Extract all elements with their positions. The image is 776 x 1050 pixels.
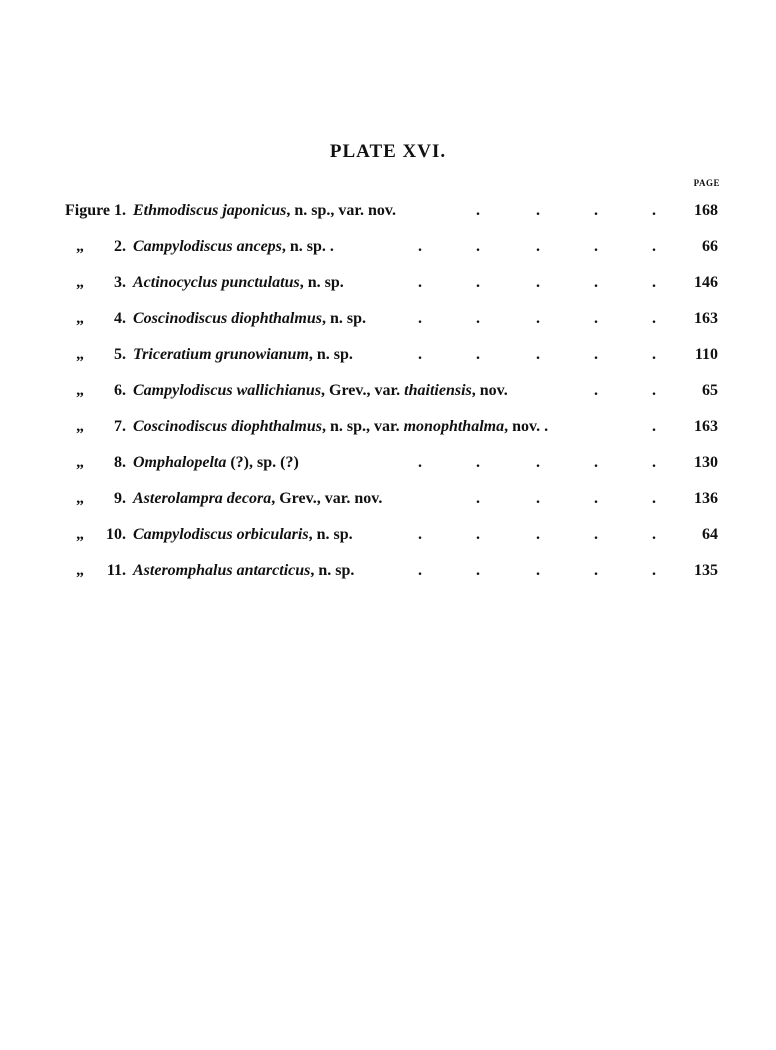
description-text: , nov. . (504, 418, 549, 435)
figure-label (58, 235, 126, 259)
ditto-mark: „ (76, 418, 84, 435)
leader-dot: . (594, 238, 598, 255)
leader-dot: . (476, 238, 480, 255)
description-text: , Grev., var. nov. (271, 490, 383, 507)
ditto-mark: „ (76, 562, 84, 579)
leader-dot: . (536, 238, 540, 255)
figure-label (58, 451, 126, 475)
figure-entry (0, 523, 776, 559)
figure-description (133, 523, 353, 547)
figure-description (133, 343, 353, 367)
taxon-name: Actinocyclus punctulatus (133, 274, 300, 291)
description-text: , n. sp. (310, 562, 355, 579)
ditto-mark: „ (76, 382, 84, 399)
figure-entry (0, 379, 776, 415)
description-text: , n. sp. (308, 526, 353, 543)
page-number: 163 (694, 310, 718, 327)
page-number: 66 (702, 238, 718, 255)
figure-number: 7. (114, 418, 126, 435)
leader-dot: . (594, 310, 598, 327)
ditto-mark: „ (76, 526, 84, 543)
description-text: , n. sp. (308, 346, 353, 363)
description-text: , n. sp., var. nov. (286, 202, 397, 219)
figure-label (58, 343, 126, 367)
figure-prefix: Figure (64, 202, 114, 219)
leader-dot: . (536, 562, 540, 579)
leader-dot: . (652, 382, 656, 399)
figure-description (133, 415, 548, 439)
taxon-name: thaitiensis (404, 382, 472, 399)
figure-label (58, 415, 126, 439)
figure-number: 6. (114, 382, 126, 399)
page-number: 64 (702, 526, 718, 543)
figure-number: 4. (114, 310, 126, 327)
leader-dot: . (652, 562, 656, 579)
leader-dot: . (652, 202, 656, 219)
figure-description (133, 379, 508, 403)
figure-number: 3. (114, 274, 126, 291)
figure-description (133, 235, 334, 259)
leader-dot: . (476, 562, 480, 579)
leader-dot: . (594, 382, 598, 399)
taxon-name: Coscinodiscus diophthalmus (133, 418, 322, 435)
leader-dot: . (418, 562, 422, 579)
taxon-name: monophthalma (403, 418, 505, 435)
leader-dot: . (594, 490, 598, 507)
leader-dot: . (476, 274, 480, 291)
leader-dot: . (652, 418, 656, 435)
taxon-name: Asteromphalus antarcticus (133, 562, 311, 579)
figure-description (133, 451, 299, 475)
figure-entry (0, 451, 776, 487)
figure-entry (0, 415, 776, 451)
figure-entry (0, 235, 776, 271)
taxon-name: Asterolampra decora (133, 490, 272, 507)
leader-dot: . (476, 310, 480, 327)
figure-description (133, 307, 366, 331)
leader-dot: . (476, 490, 480, 507)
figure-label (58, 271, 126, 295)
taxon-name: Campylodiscus orbicularis (133, 526, 309, 543)
figure-entry (0, 343, 776, 379)
figure-label (58, 307, 126, 331)
leader-dot: . (652, 346, 656, 363)
leader-dot: . (652, 454, 656, 471)
figure-entry (0, 271, 776, 307)
leader-dot: . (418, 238, 422, 255)
page-number: 168 (694, 202, 718, 219)
description-text: (?), sp. (?) (226, 454, 299, 471)
leader-dot: . (652, 310, 656, 327)
page-number: 110 (694, 346, 718, 363)
figure-description (133, 487, 382, 511)
leader-dot: . (652, 526, 656, 543)
figure-label (58, 559, 126, 583)
description-text: , nov. (471, 382, 508, 399)
figure-entry (0, 199, 776, 235)
leader-dot: . (594, 562, 598, 579)
figure-description (133, 271, 344, 295)
page-number: 130 (694, 454, 718, 471)
leader-dot: . (476, 526, 480, 543)
leader-dot: . (652, 238, 656, 255)
leader-dot: . (594, 346, 598, 363)
page-column-header: PAGE (693, 178, 720, 188)
leader-dot: . (536, 490, 540, 507)
figure-entry (0, 487, 776, 523)
leader-dot: . (418, 454, 422, 471)
ditto-mark: „ (76, 490, 84, 507)
description-text: , n. sp. (299, 274, 344, 291)
leader-dot: . (536, 310, 540, 327)
leader-dot: . (594, 454, 598, 471)
description-text: , n. sp., var. (321, 418, 404, 435)
figure-description (133, 559, 354, 583)
leader-dot: . (652, 490, 656, 507)
leader-dot: . (536, 346, 540, 363)
page-number: 135 (694, 562, 718, 579)
page-number: 163 (694, 418, 718, 435)
description-text: , Grev., var. (321, 382, 405, 399)
taxon-name: Coscinodiscus diophthalmus (133, 310, 322, 327)
figure-label (58, 379, 126, 403)
figure-number: 8. (114, 454, 126, 471)
taxon-name: Triceratium grunowianum (133, 346, 309, 363)
figure-entry (0, 559, 776, 595)
leader-dot: . (476, 202, 480, 219)
figure-label (58, 199, 126, 223)
leader-dot: . (476, 454, 480, 471)
taxon-name: Campylodiscus anceps (133, 238, 282, 255)
leader-dot: . (536, 202, 540, 219)
ditto-mark: „ (76, 454, 84, 471)
page-number: 65 (702, 382, 718, 399)
taxon-name: Ethmodiscus japonicus (133, 202, 287, 219)
taxon-name: Campylodiscus wallichianus (133, 382, 322, 399)
leader-dot: . (594, 526, 598, 543)
figure-number: 11. (106, 562, 126, 579)
leader-dot: . (418, 274, 422, 291)
description-text: , n. sp. . (281, 238, 334, 255)
figure-number: 5. (114, 346, 126, 363)
figure-number: 1. (114, 202, 126, 219)
leader-dot: . (536, 454, 540, 471)
leader-dot: . (476, 346, 480, 363)
leader-dot: . (536, 274, 540, 291)
ditto-mark: „ (76, 238, 84, 255)
page-number: 136 (694, 490, 718, 507)
figure-entry (0, 307, 776, 343)
leader-dot: . (418, 526, 422, 543)
taxon-name: Omphalopelta (133, 454, 227, 471)
figure-number: 9. (114, 490, 126, 507)
figure-label (58, 487, 126, 511)
figure-number: 2. (114, 238, 126, 255)
description-text: , n. sp. (321, 310, 366, 327)
leader-dot: . (652, 274, 656, 291)
ditto-mark: „ (76, 274, 84, 291)
leader-dot: . (536, 526, 540, 543)
leader-dot: . (594, 202, 598, 219)
leader-dot: . (418, 310, 422, 327)
ditto-mark: „ (76, 310, 84, 327)
figure-description (133, 199, 396, 223)
leader-dot: . (418, 346, 422, 363)
page-number: 146 (694, 274, 718, 291)
figure-number: 10. (106, 526, 126, 543)
figure-list (0, 199, 776, 595)
plate-title: PLATE XVI. (329, 141, 447, 162)
figure-label (58, 523, 126, 547)
leader-dot: . (594, 274, 598, 291)
ditto-mark: „ (76, 346, 84, 363)
